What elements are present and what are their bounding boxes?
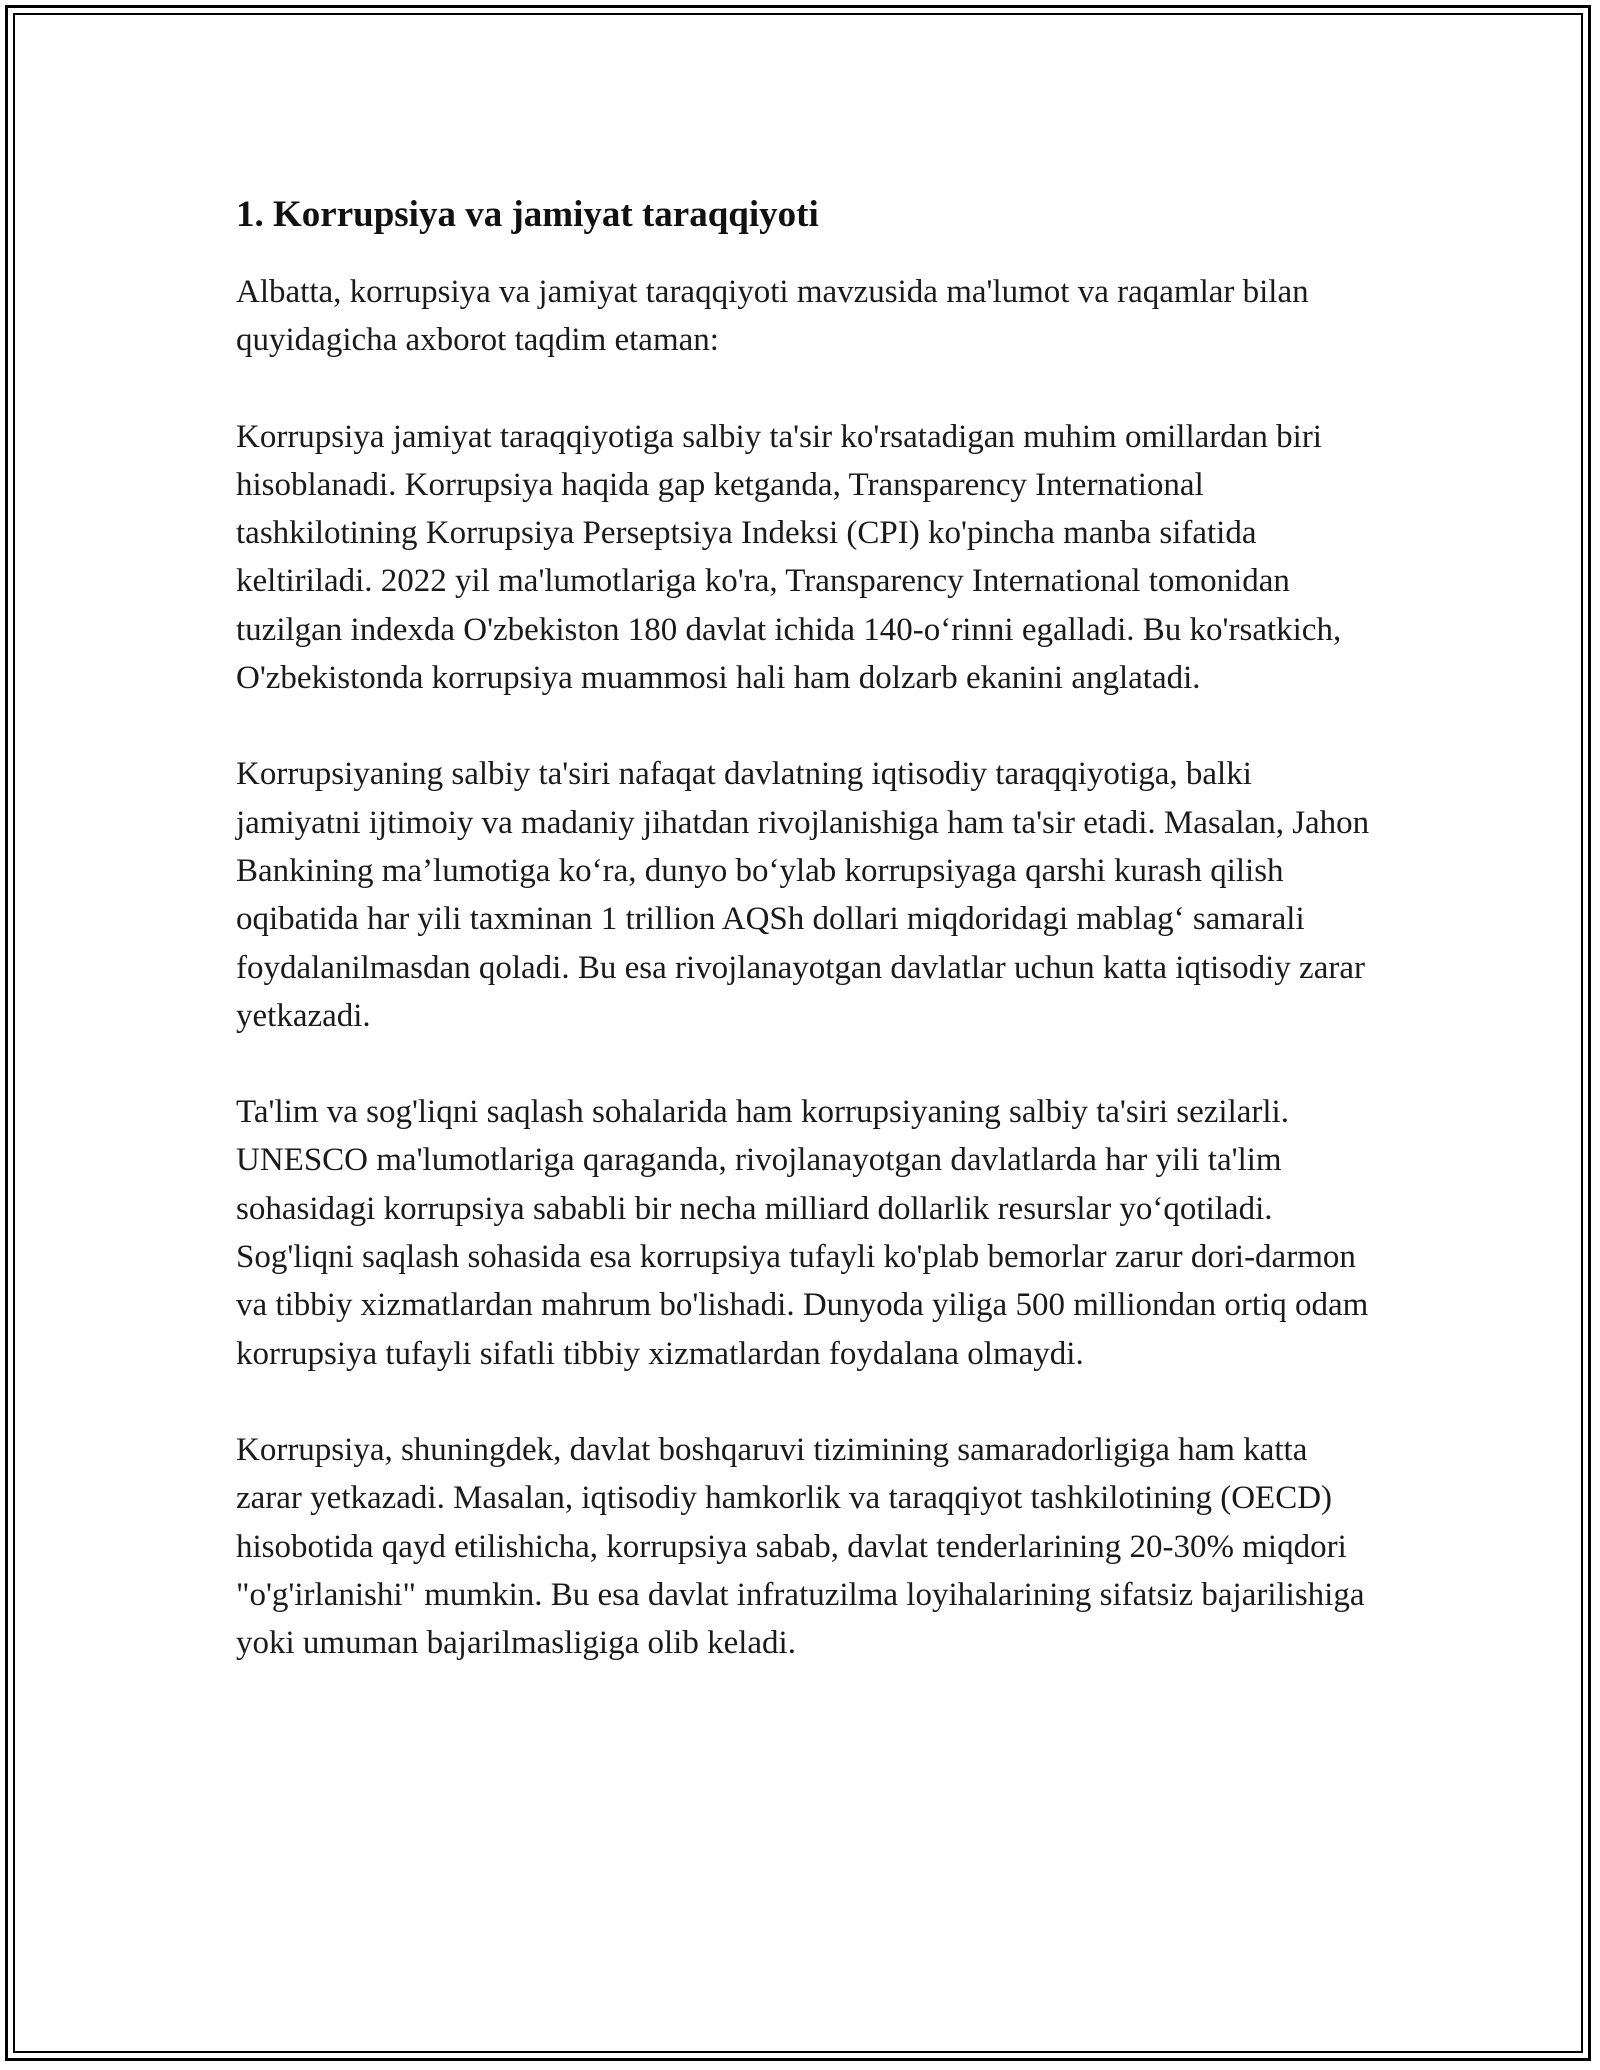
- paragraph-education-health: Ta'lim va sog'liqni saqlash sohalarida ham korrupsiyaning salbiy ta'siri sezilarli. UNESCO ma'lumotlariga qaraganda, rivojlanayotgan davlatlarda har yili ta'lim sohasidagi korrupsiya sababli bir necha milliard dollarlik resurslar yo‘qotiladi. Sog'liqni saqlash sohasida esa korrupsiya tufayli ko'plab bemorlar zarur dori-darmon va tibbiy xizmatlardan mahrum bo'lishadi. Dunyoda yiliga 500 milliondan ortiq odam korrupsiya tufayli sifatli tibbiy xizmatlardan foydalana olmaydi.: [236, 1094, 1369, 1372]
- paragraph-intro: Albatta, korrupsiya va jamiyat taraqqiyoti mavzusida ma'lumot va raqamlar bilan quyidagicha axborot taqdim etaman:: [236, 274, 1309, 359]
- paragraph-governance: Korrupsiya, shuningdek, davlat boshqaruvi tizimining samaradorligiga ham katta zarar yetkazadi. Masalan, iqtisodiy hamkorlik va taraqqiyot tashkilotining (OECD) hisobotida qayd etilishicha, korrupsiya sabab, davlat tenderlarining 20-30% miqdori "o'g'irlanishi" mumkin. Bu esa davlat infratuzilma loyihalarining sifatsiz bajarilishiga yoki umuman bajarilmasligiga olib keladi.: [236, 1431, 1365, 1662]
- paragraph-cpi: Korrupsiya jamiyat taraqqiyotiga salbiy ta'sir ko'rsatadigan muhim omillardan biri hisoblanadi. Korrupsiya haqida gap ketganda, Transparency International tashkilotining Korrupsiya Perseptsiya Indeksi (CPI) ko'pincha manba sifatida keltiriladi. 2022 yil ma'lumotlariga ko'ra, Transparency International tomonidan tuzilgan indexda O'zbekiston 180 davlat ichida 140-o‘rinni egalladi. Bu ko'rsatkich, O'zbekistonda korrupsiya muammosi hali ham dolzarb ekanini anglatadi.: [236, 418, 1342, 697]
- document-body: [236, 190, 1376, 1715]
- paragraph-economic-impact: Korrupsiyaning salbiy ta'siri nafaqat davlatning iqtisodiy taraqqiyotiga, balki jamiyatni ijtimoiy va madaniy jihatdan rivojlanishiga ham ta'sir etadi. Masalan, Jahon Bankining ma’lumotiga ko‘ra, dunyo bo‘ylab korrupsiyaga qarshi kurash qilish oqibatida har yili taxminan 1 trillion AQSh dollari miqdoridagi mablag‘ samarali foydalanilmasdan qoladi. Bu esa rivojlanayotgan davlatlar uchun katta iqtisodiy zarar yetkazadi.: [236, 756, 1370, 1034]
- section-heading: 1. Korrupsiya va jamiyat taraqqiyoti: [236, 194, 819, 235]
